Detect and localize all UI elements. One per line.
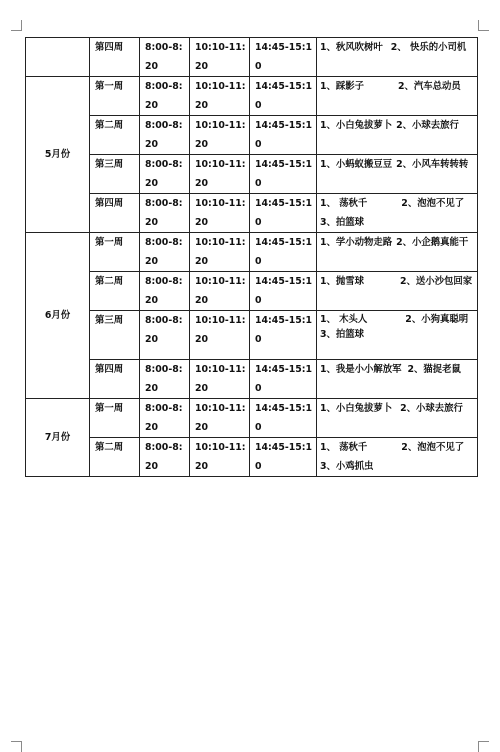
activity-item: 1、我是小小解放军 (320, 364, 402, 375)
schedule-row (26, 233, 478, 272)
week-cell: 第三周 (90, 311, 140, 360)
activity-schedule-table (25, 37, 478, 477)
schedule-row (26, 77, 478, 116)
activity-item: 2、小风车转转转 (396, 159, 469, 170)
morning-time-cell: 8:00-8:20 (140, 155, 190, 194)
activity-item: 1、抛雪球 (320, 276, 365, 287)
afternoon-time-cell: 14:45-15:10 (250, 155, 317, 194)
week-cell: 第二周 (90, 116, 140, 155)
morning-time-cell: 8:00-8:20 (140, 38, 190, 77)
activity-cell (317, 38, 478, 77)
activity-item: 2、小球去旅行 (400, 403, 463, 414)
week-cell: 第一周 (90, 399, 140, 438)
activity-item: 3、小鸡抓虫 (320, 461, 374, 472)
month-cell (26, 38, 90, 77)
activity-item: 2、送小沙包回家 (400, 276, 473, 287)
activity-item: 1、小蚂蚁搬豆豆 (320, 159, 393, 170)
midday-time-cell: 10:10-11:20 (190, 77, 250, 116)
activity-cell (317, 194, 478, 233)
activity-item: 2、泡泡不见了 (401, 442, 465, 453)
week-cell: 第四周 (90, 360, 140, 399)
activity-item: 2、小狗真聪明 (405, 314, 469, 325)
schedule-row (26, 360, 478, 399)
week-cell: 第一周 (90, 77, 140, 116)
midday-time-cell: 10:10-11:20 (190, 233, 250, 272)
activity-item: 1、小白兔拔萝卜 (320, 120, 393, 131)
activity-item: 2、汽车总动员 (398, 81, 461, 92)
activity-item: 2、 快乐的小司机 (390, 42, 467, 53)
activity-cell (317, 438, 478, 477)
week-cell: 第三周 (90, 155, 140, 194)
morning-time-cell: 8:00-8:20 (140, 233, 190, 272)
morning-time-cell: 8:00-8:20 (140, 194, 190, 233)
morning-time-cell: 8:00-8:20 (140, 399, 190, 438)
midday-time-cell: 10:10-11:20 (190, 194, 250, 233)
activity-cell (317, 77, 478, 116)
activity-item: 1、踩影子 (320, 81, 365, 92)
afternoon-time-cell: 14:45-15:10 (250, 399, 317, 438)
week-cell: 第二周 (90, 438, 140, 477)
schedule-row (26, 194, 478, 233)
morning-time-cell: 8:00-8:20 (140, 438, 190, 477)
activity-item: 2、猫捉老鼠 (407, 364, 461, 375)
activity-cell (317, 360, 478, 399)
schedule-row (26, 38, 478, 77)
activity-item: 1、 荡秋千 (320, 198, 368, 209)
activity-item: 2、小球去旅行 (396, 120, 459, 131)
activity-item: 3、拍篮球 (320, 328, 365, 340)
midday-time-cell: 10:10-11:20 (190, 438, 250, 477)
week-cell: 第二周 (90, 272, 140, 311)
afternoon-time-cell: 14:45-15:10 (250, 360, 317, 399)
activity-item: 2、泡泡不见了 (401, 198, 465, 209)
midday-time-cell: 10:10-11:20 (190, 311, 250, 360)
afternoon-time-cell: 14:45-15:10 (250, 116, 317, 155)
page-corner-mark-top-left (11, 20, 22, 31)
afternoon-time-cell: 14:45-15:10 (250, 438, 317, 477)
afternoon-time-cell: 14:45-15:10 (250, 194, 317, 233)
schedule-row (26, 116, 478, 155)
activity-cell (317, 399, 478, 438)
schedule-row (26, 311, 478, 360)
activity-cell (317, 311, 478, 360)
midday-time-cell: 10:10-11:20 (190, 116, 250, 155)
activity-item: 1、 木头人 (320, 314, 368, 325)
morning-time-cell: 8:00-8:20 (140, 360, 190, 399)
page-corner-mark-top-right (478, 20, 489, 31)
midday-time-cell: 10:10-11:20 (190, 155, 250, 194)
month-cell: 7月份 (26, 399, 90, 477)
schedule-row (26, 438, 478, 477)
afternoon-time-cell: 14:45-15:10 (250, 272, 317, 311)
midday-time-cell: 10:10-11:20 (190, 272, 250, 311)
month-cell: 6月份 (26, 233, 90, 399)
week-cell: 第一周 (90, 233, 140, 272)
schedule-row (26, 155, 478, 194)
schedule-row (26, 399, 478, 438)
morning-time-cell: 8:00-8:20 (140, 311, 190, 360)
week-cell: 第四周 (90, 194, 140, 233)
afternoon-time-cell: 14:45-15:10 (250, 311, 317, 360)
schedule-row (26, 272, 478, 311)
morning-time-cell: 8:00-8:20 (140, 77, 190, 116)
activity-item: 2、小企鹅真能干 (396, 237, 469, 248)
page-corner-mark-bottom-right (478, 741, 489, 752)
week-cell: 第四周 (90, 38, 140, 77)
afternoon-time-cell: 14:45-15:10 (250, 38, 317, 77)
morning-time-cell: 8:00-8:20 (140, 272, 190, 311)
activity-cell (317, 233, 478, 272)
activity-item: 3、拍篮球 (320, 217, 365, 228)
activity-cell (317, 116, 478, 155)
page-corner-mark-bottom-left (11, 741, 22, 752)
morning-time-cell: 8:00-8:20 (140, 116, 190, 155)
activity-item: 1、小白兔拔萝卜 (320, 403, 393, 414)
midday-time-cell: 10:10-11:20 (190, 360, 250, 399)
activity-item: 1、秋风吹树叶 (320, 42, 383, 53)
activity-item: 1、学小动物走路 (320, 237, 393, 248)
activity-cell (317, 272, 478, 311)
afternoon-time-cell: 14:45-15:10 (250, 233, 317, 272)
activity-item: 1、 荡秋千 (320, 442, 368, 453)
activity-cell (317, 155, 478, 194)
afternoon-time-cell: 14:45-15:10 (250, 77, 317, 116)
midday-time-cell: 10:10-11:20 (190, 399, 250, 438)
midday-time-cell: 10:10-11:20 (190, 38, 250, 77)
month-cell: 5月份 (26, 77, 90, 233)
